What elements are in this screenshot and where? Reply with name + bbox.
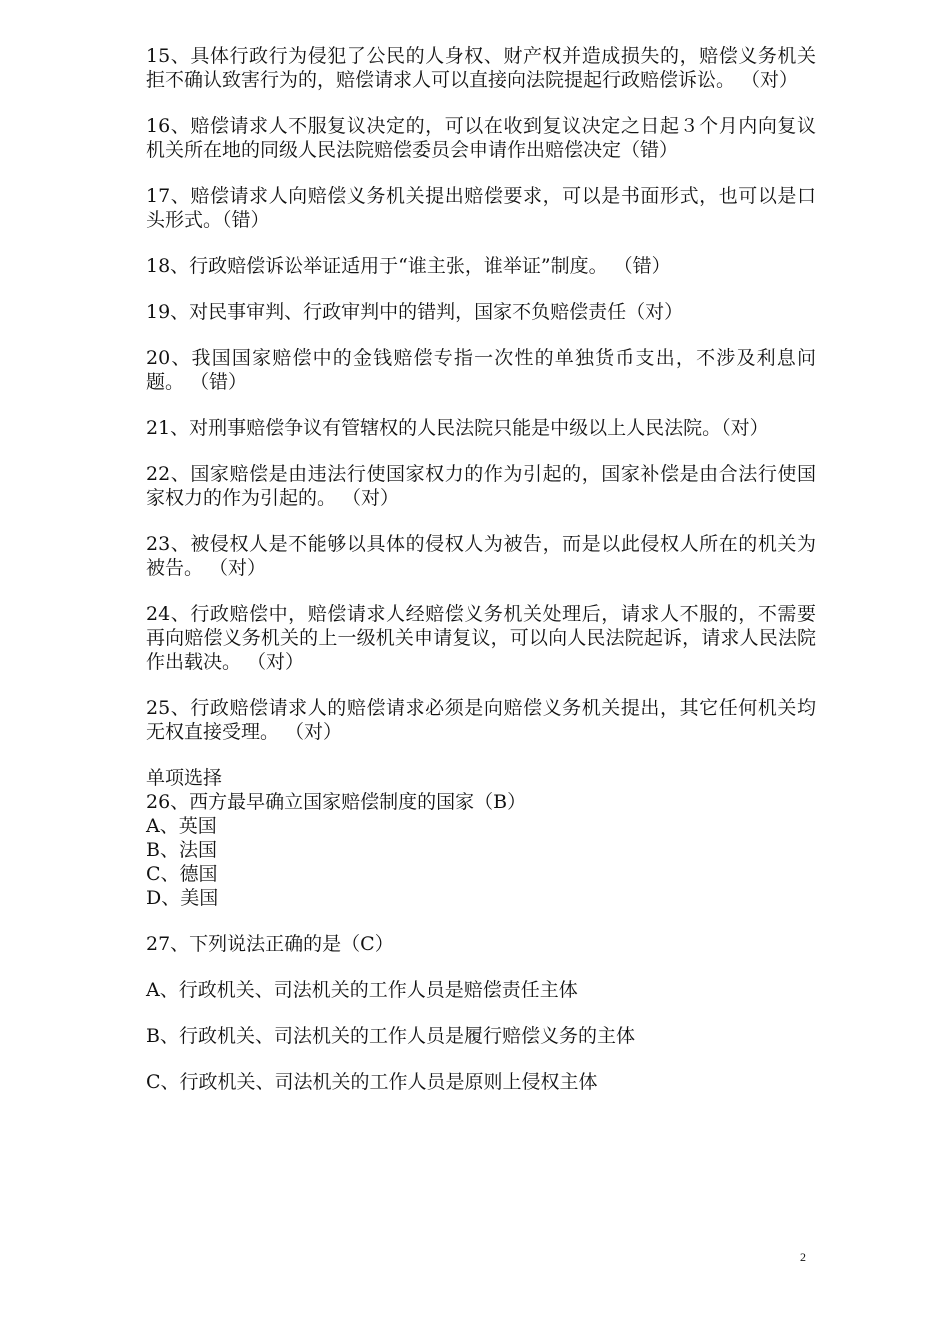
- page-number: 2: [800, 1250, 806, 1264]
- question-26: 26、西方最早确立国家赔偿制度的国家（B）: [146, 791, 527, 813]
- q26-option-b: B、法国: [146, 839, 217, 861]
- question-15: 15、具体行政行为侵犯了公民的人身权、财产权并造成损失的，赔偿义务机关拒不确认致害行为的，赔偿请求人可以直接向法院提起行政赔偿诉讼。 （对）: [146, 45, 816, 91]
- question-24: 24、行政赔偿中，赔偿请求人经赔偿义务机关处理后，请求人不服的，不需要再向赔偿义务机关的上一级机关申请复议，可以向人民法院起诉，请求人民法院作出载决。 （对）: [146, 603, 816, 673]
- question-25: 25、行政赔偿请求人的赔偿请求必须是向赔偿义务机关提出，其它任何机关均无权直接受理。 （对）: [146, 697, 816, 743]
- question-21: 21、对刑事赔偿争议有管辖权的人民法院只能是中级以上人民法院。（对）: [146, 417, 769, 439]
- document-page: [146, 44, 816, 1094]
- section-title: 单项选择: [146, 767, 223, 789]
- q27-option-a: A、行政机关、司法机关的工作人员是赔偿责任主体: [146, 979, 578, 1001]
- question-18: 18、行政赔偿诉讼举证适用于“谁主张，谁举证”制度。 （错）: [146, 255, 671, 277]
- question-23: 23、被侵权人是不能够以具体的侵权人为被告，而是以此侵权人所在的机关为被告。 （对）: [146, 533, 816, 579]
- q26-option-c: C、德国: [146, 863, 218, 885]
- q26-option-d: D、美国: [146, 887, 219, 909]
- q27-option-c: C、行政机关、司法机关的工作人员是原则上侵权主体: [146, 1071, 598, 1093]
- q27-option-b: B、行政机关、司法机关的工作人员是履行赔偿义务的主体: [146, 1025, 635, 1047]
- question-16: 16、赔偿请求人不服复议决定的，可以在收到复议决定之日起３个月内向复议机关所在地的同级人民法院赔偿委员会申请作出赔偿决定（错）: [146, 115, 816, 161]
- question-17: 17、赔偿请求人向赔偿义务机关提出赔偿要求，可以是书面形式，也可以是口头形式。（错）: [146, 185, 816, 231]
- q26-option-a: A、英国: [146, 815, 217, 837]
- question-27: 27、下列说法正确的是（C）: [146, 933, 394, 955]
- question-22: 22、国家赔偿是由违法行使国家权力的作为引起的，国家补偿是由合法行使国家权力的作为引起的。 （对）: [146, 463, 816, 509]
- question-19: 19、对民事审判、行政审判中的错判，国家不负赔偿责任（对）: [146, 301, 684, 323]
- question-20: 20、我国国家赔偿中的金钱赔偿专指一次性的单独货币支出，不涉及利息问题。 （错）: [146, 347, 816, 393]
